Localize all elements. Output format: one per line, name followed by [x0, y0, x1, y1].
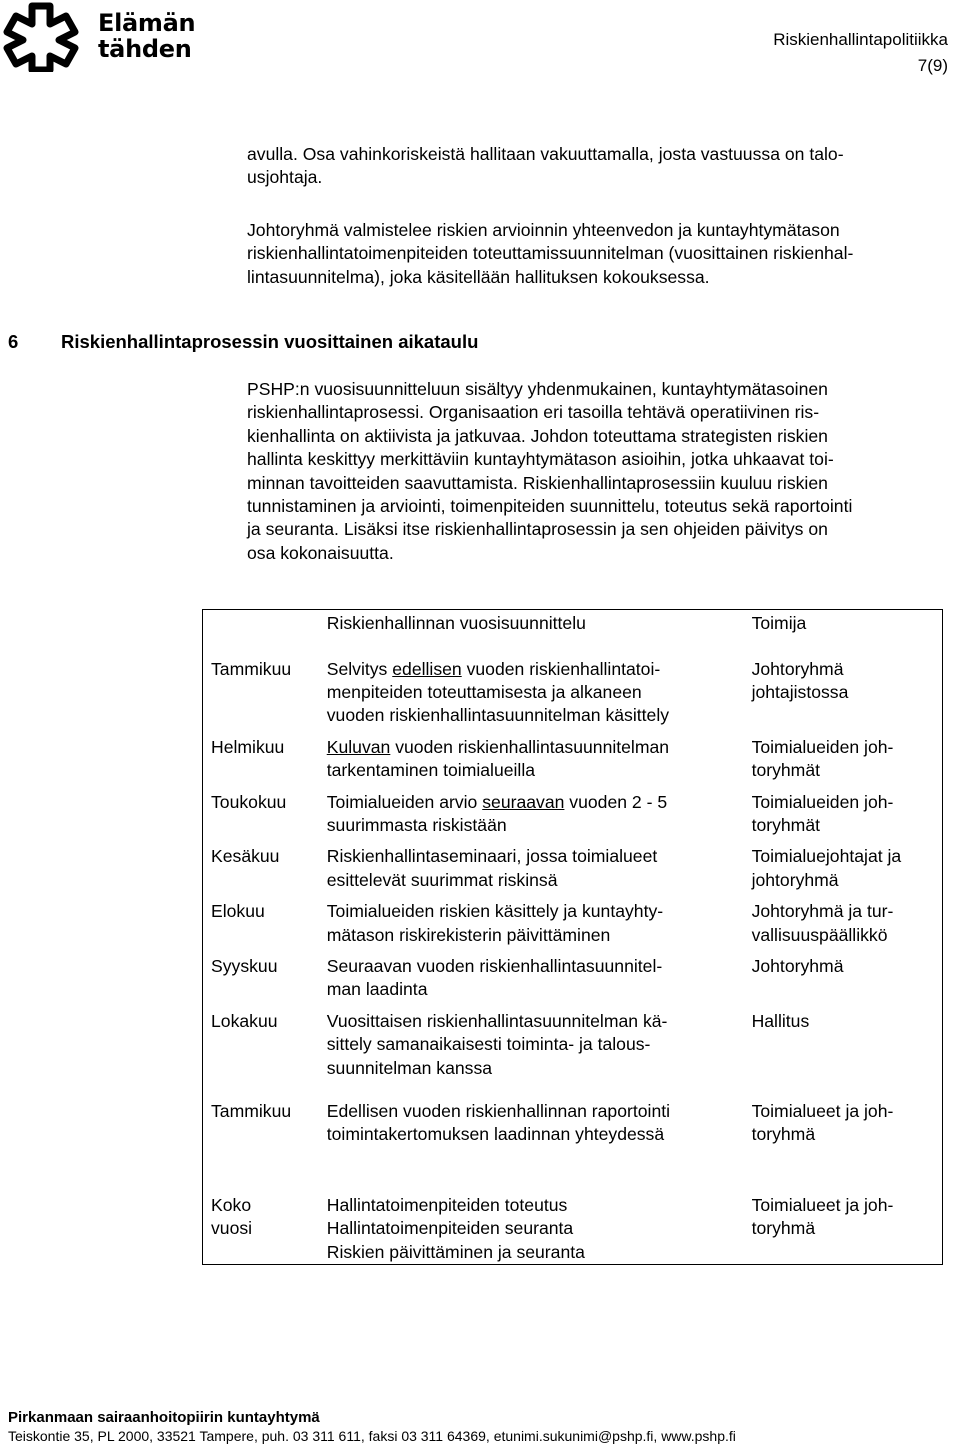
text-line: hallinta keskittyy merkittäviin kuntayhtymätason asioihin, jotka uhkaavat toi-: [247, 449, 834, 470]
activity-line: [327, 1194, 752, 1217]
header-activity: [327, 610, 752, 650]
table-row: [203, 650, 943, 728]
month-text: Syyskuu: [211, 955, 278, 976]
underlined-word: edellisen: [392, 658, 462, 679]
activity-text: toimintakertomuksen laadinnan yhteydessä: [326, 1124, 665, 1145]
activity-line: [327, 1241, 752, 1264]
table-row: [203, 728, 943, 783]
actor-text: Johtoryhmä ja tur-: [751, 901, 894, 922]
activity-cell: [327, 728, 752, 783]
activity-text: suurimmasta riskistään: [326, 814, 507, 835]
activity-cell: [327, 783, 752, 838]
activity-text: Riskien päivittäminen ja seuranta: [326, 1241, 585, 1262]
table-row: [203, 892, 943, 947]
actor-text: Toimialueiden joh-: [751, 791, 894, 812]
section-heading: [8, 331, 478, 353]
actor-text: vallisuuspäällikkö: [751, 924, 888, 945]
activity-text: Selvitys: [326, 658, 393, 679]
actor-cell: [752, 892, 943, 947]
activity-line: [327, 955, 752, 978]
activity-text: mätason riskirekisterin päivittäminen: [326, 924, 611, 945]
activity-text: Toimialueiden riskien käsittely ja kuntayhty-: [326, 901, 664, 922]
activity-line: [327, 900, 752, 923]
actor-cell: [752, 947, 943, 1002]
actor-text: Hallitus: [751, 1010, 810, 1031]
underlined-word: seuraavan: [482, 791, 565, 812]
underlined-word: Kuluvan: [326, 736, 391, 757]
actor-text: Toimialuejohtajat ja: [751, 846, 902, 867]
actor-cell: [752, 650, 943, 728]
activity-text: sittely samanaikaisesti toiminta- ja talous-: [326, 1034, 651, 1055]
table-row: [203, 1174, 943, 1265]
actor-cell: [752, 1002, 943, 1080]
month-cell: [203, 1174, 327, 1265]
activity-text: suunnitelman kanssa: [326, 1057, 493, 1078]
activity-text: vuoden riskienhallintasuunnitelman käsittely: [326, 705, 670, 726]
activity-cell: [327, 837, 752, 892]
actor-text: toryhmä: [751, 1218, 816, 1239]
activity-cell: [327, 1174, 752, 1265]
column-header: Toimija: [751, 613, 807, 633]
activity-cell: [327, 650, 752, 728]
month-cell: [203, 947, 327, 1002]
activity-line: [327, 1033, 752, 1056]
activity-line: [327, 1123, 752, 1146]
activity-text: man laadinta: [326, 979, 428, 1000]
actor-text: toryhmät: [751, 760, 821, 781]
month-cell: [203, 728, 327, 783]
month-text: Koko: [211, 1195, 252, 1215]
activity-text: Seuraavan vuoden riskienhallintasuunnitel-: [326, 955, 663, 976]
activity-text: vuoden 2 - 5: [564, 791, 668, 812]
month-text: Kesäkuu: [211, 846, 280, 867]
month-text: Elokuu: [211, 901, 265, 922]
table-row: [203, 947, 943, 1002]
text-line: riskienhallintaprosessi. Organisaation eri tasoilla tehtävä operatiivinen ris-: [247, 402, 820, 423]
month-text: Lokakuu: [211, 1010, 278, 1031]
activity-line: [327, 845, 752, 868]
footer-address: Teiskontie 35, PL 2000, 33521 Tampere, puh. 03 311 611, faksi 03 311 64369, etunimi.sukunimi@pshp.fi, www.pshp.fi: [8, 1428, 736, 1444]
month-text: vuosi: [211, 1218, 253, 1239]
month-text: Helmikuu: [211, 736, 285, 757]
activity-line: [327, 814, 752, 837]
activity-line: [327, 658, 752, 681]
footer-organization: Pirkanmaan sairaanhoitopiirin kuntayhtymä: [8, 1409, 320, 1426]
actor-cell: [752, 728, 943, 783]
activity-text: menpiteiden toteuttamisesta ja alkaneen: [326, 681, 642, 702]
intro-paragraph-1: [247, 143, 937, 190]
activity-line: [327, 1100, 752, 1123]
text-line: avulla. Osa vahinkoriskeistä hallitaan vakuuttamalla, josta vastuussa on talo-: [247, 144, 844, 164]
text-line: tunnistaminen ja arviointi, toimenpiteiden suunnittelu, toteutus sekä raportointi: [247, 496, 853, 517]
table-row: [203, 783, 943, 838]
actor-text: Toimialueet ja joh-: [751, 1195, 894, 1215]
star-of-life-logo-icon: [2, 2, 88, 72]
header-actor: [752, 610, 943, 650]
actor-cell: [752, 837, 943, 892]
activity-line: [327, 869, 752, 892]
text-line: minnan tavoitteiden saavuttamista. Riskienhallintaprosessiin kuuluu riskien: [247, 472, 828, 493]
activity-line: [327, 1010, 752, 1033]
text-line: Johtoryhmä valmistelee riskien arvioinnin yhteenvedon ja kuntayhtymätason: [247, 220, 840, 240]
actor-cell: [752, 783, 943, 838]
activity-cell: [327, 947, 752, 1002]
activity-line: [327, 704, 752, 727]
actor-cell: [752, 1174, 943, 1265]
text-line: PSHP:n vuosisuunnitteluun sisältyy yhdenmukainen, kuntayhtymätasoinen: [247, 379, 828, 399]
actor-text: toryhmä: [751, 1124, 816, 1145]
month-text: Tammikuu: [211, 658, 292, 679]
logo-wordmark: [98, 10, 195, 62]
text-line: osa kokonaisuutta.: [247, 542, 394, 563]
schedule-header-row: [203, 610, 943, 650]
actor-text: Toimialueet ja joh-: [751, 1101, 894, 1121]
schedule-table: [202, 609, 943, 1265]
logo-line-2: tähden: [98, 35, 192, 63]
text-line: kienhallinta on aktiivista ja jatkuvaa. Johdon toteuttama strategisten riskien: [247, 425, 828, 446]
text-line: riskienhallintatoimenpiteiden toteuttamissuunnitelman (vuosittainen riskienhal-: [247, 243, 854, 264]
activity-line: [327, 1217, 752, 1240]
activity-text: Hallintatoimenpiteiden toteutus: [326, 1195, 568, 1215]
month-cell: [203, 650, 327, 728]
activity-cell: [327, 1002, 752, 1080]
text-line: usjohtaja.: [247, 167, 323, 188]
activity-line: [327, 791, 752, 814]
actor-text: Toimialueiden joh-: [751, 736, 894, 757]
actor-cell: [752, 1080, 943, 1174]
month-cell: [203, 1002, 327, 1080]
document-title: Riskienhallintapolitiikka: [773, 30, 948, 49]
column-header: Riskienhallinnan vuosisuunnittelu: [326, 613, 586, 633]
month-text: Toukokuu: [211, 791, 287, 812]
activity-text: vuoden riskienhallintatoi-: [461, 658, 661, 679]
activity-line: [327, 759, 752, 782]
organization-logo: [2, 2, 262, 72]
actor-text: johtajistossa: [751, 681, 849, 702]
activity-text: Vuosittaisen riskienhallintasuunnitelman kä-: [326, 1010, 668, 1031]
activity-line: [327, 1057, 752, 1080]
table-row: [203, 1002, 943, 1080]
activity-text: Toimialueiden arvio: [326, 791, 483, 812]
activity-text: Hallintatoimenpiteiden seuranta: [326, 1218, 574, 1239]
actor-text: toryhmät: [751, 814, 821, 835]
activity-line: [327, 924, 752, 947]
activity-text: tarkentaminen toimialueilla: [326, 760, 536, 781]
text-line: lintasuunnitelma), joka käsitellään hallituksen kokouksessa.: [247, 266, 710, 287]
activity-text: vuoden riskienhallintasuunnitelman: [390, 736, 670, 757]
actor-text: Johtoryhmä: [751, 658, 844, 679]
activity-text: Edellisen vuoden riskienhallinnan raportointi: [326, 1101, 671, 1121]
activity-text: Riskienhallintaseminaari, jossa toimialueet: [326, 846, 658, 867]
activity-line: [327, 681, 752, 704]
intro-paragraph-2: [247, 219, 937, 289]
month-text: Tammikuu: [211, 1101, 292, 1121]
actor-text: johtoryhmä: [751, 869, 839, 890]
section-number: 6: [8, 331, 19, 352]
section-body: [247, 378, 937, 565]
month-cell: [203, 783, 327, 838]
month-cell: [203, 892, 327, 947]
section-title: Riskienhallintaprosessin vuosittainen aikataulu: [61, 331, 479, 352]
activity-cell: [327, 892, 752, 947]
actor-text: Johtoryhmä: [751, 955, 844, 976]
page-number: 7(9): [917, 56, 948, 75]
activity-line: [327, 978, 752, 1001]
table-row: [203, 1080, 943, 1174]
month-cell: [203, 837, 327, 892]
activity-cell: [327, 1080, 752, 1174]
activity-text: esittelevät suurimmat riskinsä: [326, 869, 558, 890]
logo-line-1: Elämän: [98, 9, 196, 37]
activity-line: [327, 736, 752, 759]
text-line: ja seuranta. Lisäksi itse riskienhallintaprosessin ja sen ohjeiden päivitys on: [247, 519, 828, 540]
header-month: [203, 610, 327, 650]
table-row: [203, 837, 943, 892]
month-cell: [203, 1080, 327, 1174]
